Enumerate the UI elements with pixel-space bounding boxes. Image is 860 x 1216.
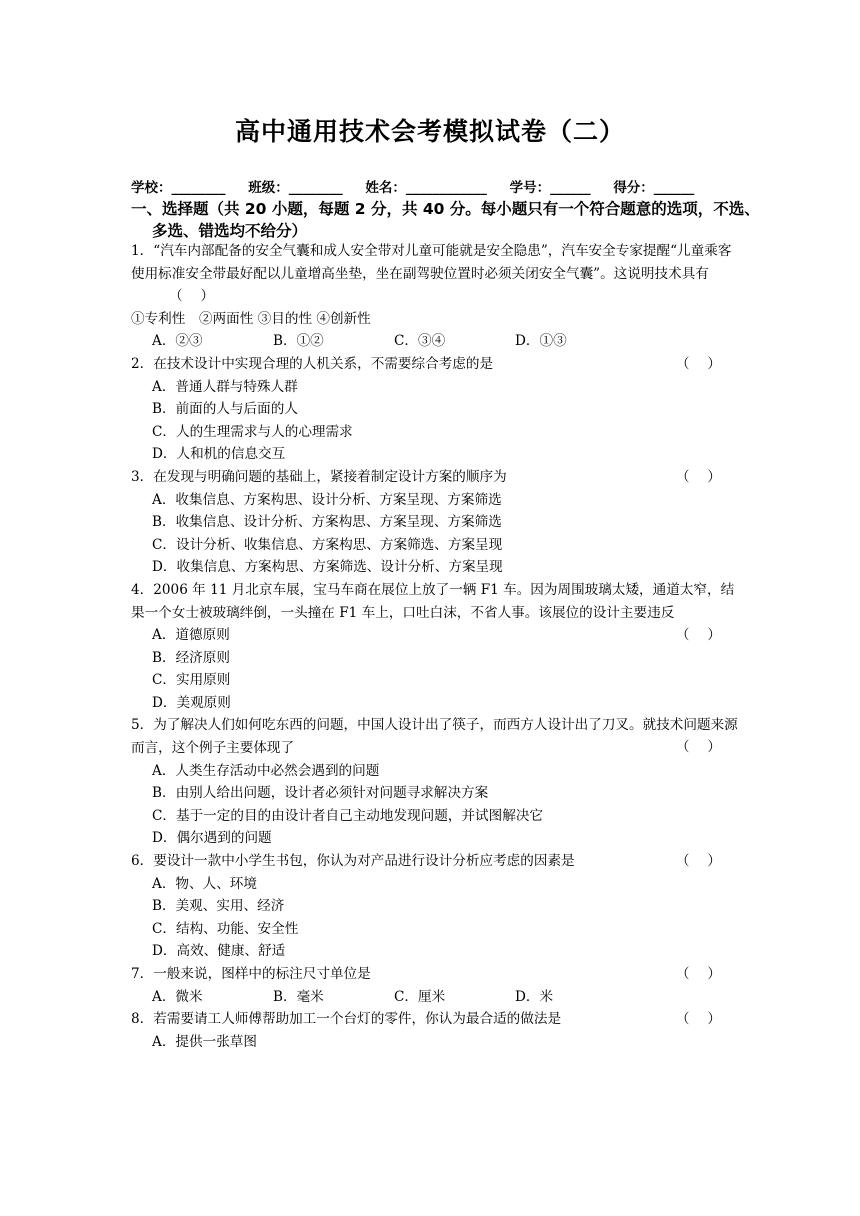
question-6	[131, 850, 741, 963]
question-8	[131, 1008, 741, 1053]
answer-paren: （ ）	[675, 1011, 721, 1028]
score-field: 得分：______	[613, 180, 695, 196]
question-4	[131, 579, 741, 715]
option-c: C．③④	[394, 333, 446, 350]
student-info-line	[131, 176, 731, 196]
option-c: C．实用原则	[152, 672, 231, 689]
question-stem: 3．在发现与明确问题的基础上，紧接着制定设计方案的顺序为	[131, 468, 507, 485]
option-c: C．厘米	[394, 988, 446, 1005]
school-field: 学校：________	[131, 180, 226, 196]
question-1	[131, 240, 741, 353]
option-d: D．高效、健康、舒适	[152, 943, 286, 960]
option-d: D．人和机的信息交互	[152, 446, 286, 463]
question-stem: 5．为了解决人们如何吃东西的问题，中国人设计出了筷子，而西方人设计出了刀叉。就技术问题来源而言，这个例子主要体现了	[131, 717, 738, 757]
option-b: B．由别人给出问题，设计者必须针对问题寻求解决方案	[152, 785, 489, 802]
question-stem: 2．在技术设计中实现合理的人机关系，不需要综合考虑的是	[131, 355, 494, 372]
option-a: A．②③	[152, 333, 203, 350]
answer-paren: （ ）	[675, 355, 721, 372]
name-field: 姓名：____________	[365, 180, 487, 196]
option-c: C．设计分析、收集信息、方案构思、方案筛选、方案呈现	[152, 536, 503, 553]
option-row	[131, 330, 741, 353]
question-stem: 8．若需要请工人师傅帮助加工一个台灯的零件，你认为最合适的做法是	[131, 1011, 562, 1028]
option-b: B．经济原则	[152, 649, 230, 666]
question-7	[131, 963, 741, 1008]
question-stem: 1．“汽车内部配备的安全气囊和成人安全带对儿童可能就是安全隐患”，汽车安全专家提醒“儿童乘客使用标准安全带最好配以儿童增高坐垫，坐在副驾驶位置时必须关闭安全气囊”。这说明技术具有	[131, 243, 732, 282]
answer-paren: （ ）	[675, 966, 721, 982]
option-b: B．收集信息、设计分析、方案构思、方案呈现、方案筛选	[152, 514, 502, 531]
option-d: D．米	[515, 988, 554, 1005]
question-stem: 7．一般来说，图样中的标注尺寸单位是	[131, 966, 371, 982]
option-d: D．收集信息、方案构思、方案筛选、设计分析、方案呈现	[152, 559, 503, 576]
option-a: A．道德原则	[152, 627, 230, 644]
question-stem: 4．2006 年 11 月北京车展，宝马车商在展位上放了一辆 F1 车。因为周围玻璃太矮，通道太窄，结果一个女士被玻璃绊倒，一头撞在 F1 车上，口吐白沫，不省人事。该展位的设计主要违反	[131, 581, 735, 621]
option-a: A．物、人、环境	[152, 875, 257, 892]
option-d: D．美观原则	[152, 694, 231, 711]
option-d: D．①③	[515, 333, 567, 350]
question-stem: 6．要设计一款中小学生书包，你认为对产品进行设计分析应考虑的因素是	[131, 853, 575, 870]
question-list	[131, 240, 741, 1053]
option-a: A．提供一张草图	[152, 1033, 257, 1050]
option-a: A．人类生存活动中必然会遇到的问题	[152, 762, 380, 779]
statement-choices: ①专利性 ②两面性 ③目的性 ④创新性	[131, 310, 371, 327]
option-c: C．人的生理需求与人的心理需求	[152, 423, 353, 440]
question-2	[131, 353, 741, 466]
answer-paren: （ ）	[675, 626, 721, 643]
answer-paren: （ ）	[169, 288, 215, 305]
answer-paren: （ ）	[675, 853, 721, 870]
section-heading: 一、选择题（共 20 小题，每题 2 分，共 40 分。每小题只有一个符合题意的选项，不选、多选、错选均不给分）	[131, 200, 760, 240]
student-number-field: 学号：______	[509, 180, 591, 196]
option-b: B．毫米	[273, 988, 324, 1005]
answer-paren: （ ）	[675, 468, 721, 485]
option-a: A．微米	[152, 988, 203, 1005]
page-title: 高中通用技术会考模拟试卷（二）	[234, 117, 625, 146]
option-b: B．①②	[273, 333, 324, 350]
question-3	[131, 466, 741, 579]
question-5	[131, 714, 741, 850]
option-row	[131, 986, 741, 1009]
option-b: B．美观、实用、经济	[152, 898, 285, 915]
option-c: C．基于一定的目的由设计者自己主动地发现问题，并试图解决它	[152, 807, 544, 824]
class-field: 班级：________	[248, 180, 343, 196]
option-c: C．结构、功能、安全性	[152, 920, 299, 937]
option-b: B．前面的人与后面的人	[152, 401, 298, 418]
answer-paren: （ ）	[675, 739, 721, 756]
option-a: A．普通人群与特殊人群	[152, 378, 298, 395]
option-d: D．偶尔遇到的问题	[152, 830, 272, 847]
option-a: A．收集信息、方案构思、设计分析、方案呈现、方案筛选	[152, 491, 502, 508]
